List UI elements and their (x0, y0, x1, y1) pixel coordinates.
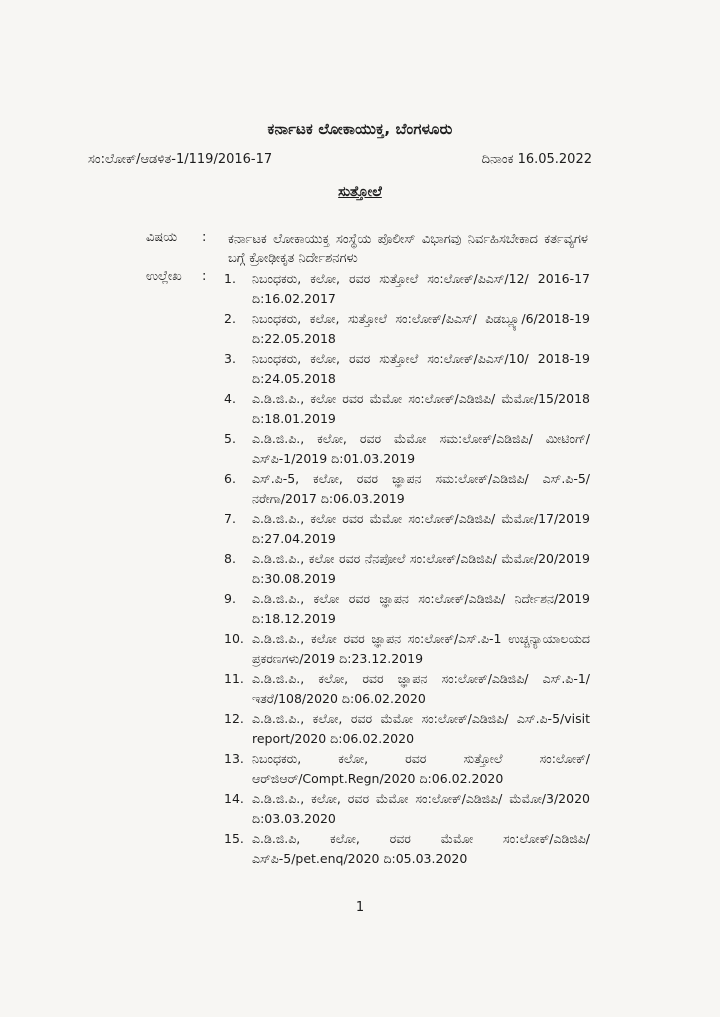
reference-number: ಸಂ:ಲೋಕ್/ಆಡಳಿತ-1/119/2016-17 (88, 152, 273, 167)
reference-item-text: ನಿಬಂಧಕರು, ಕಲೋ, ರವರ ಸುತ್ತೋಲೆ ಸಂ:ಲೋಕ್/ಪಿಎಸ್/10/ 2018-19 ದಿ:24.05.2018 (252, 351, 590, 386)
circular-heading-text: ಸುತ್ತೋಲೆ (338, 184, 382, 200)
reference-item (224, 349, 590, 389)
reference-item-number: 6. (224, 471, 236, 486)
reference-item-text: ನಿಬಂಧಕರು, ಕಲೋ, ಸುತ್ತೋಲೆ ಸಂ:ಲೋಕ್/ಪಿಎಸ್/ ಪಿಡಬ್ಲ್ಯೂ/6/2018-19 ದಿ:22.05.2018 (252, 311, 590, 346)
subject-label: ವಿಷಯ (146, 230, 178, 245)
reference-item-number: 14. (224, 791, 244, 806)
reference-item-text: ನಿಬಂಧಕರು, ಕಲೋ, ರವರ ಸುತ್ತೋಲೆ ಸಂ:ಲೋಕ್/ ಆರ್‌ಜಿಆರ್/Compt.Regn/2020 ದಿ:06.02.2020 (252, 751, 590, 786)
subject-colon: : (202, 230, 207, 245)
circular-heading (0, 184, 720, 200)
reference-item-text: ಎ.ಡಿ.ಜಿ.ಪಿ., ಕಲೋ, ರವರ ಮೆಮೋ ಸಮ:ಲೋಕ್/ಎಡಿಜಿಪಿ/ ಮೀಟಿಂಗ್/ಎಸ್‌ಪಿ-1/2019 ದಿ:01.03.2019 (252, 431, 590, 466)
reference-item (224, 309, 590, 349)
reference-item (224, 549, 590, 589)
reference-item-text: ಎ.ಡಿ.ಜಿ.ಪಿ, ಕಲೋ, ರವರ ಮೆಮೋ ಸಂ:ಲೋಕ್/ಎಡಿಜಿಪಿ/ ಎಸ್‌ಪಿ-5/pet.enq/2020 ದಿ:05.03.2020 (252, 831, 590, 866)
reference-item-number: 3. (224, 351, 236, 366)
document-title: ಕರ್ನಾಟಕ ಲೋಕಾಯುಕ್ತ, ಬೆಂಗಳೂರು (267, 120, 453, 138)
reference-item-number: 5. (224, 431, 236, 446)
reference-item-text: ಎ.ಡಿ.ಜಿ.ಪಿ., ಕಲೋ, ರವರ ಮೆಮೋ ಸಂ:ಲೋಕ್/ಎಡಿಜಿಪಿ/ ಎಸ್.ಪಿ-5/visit report/2020 ದಿ:06.02.2020 (252, 711, 590, 746)
reference-item-number: 10. (224, 631, 244, 646)
reference-item (224, 749, 590, 789)
reference-item-number: 15. (224, 831, 244, 846)
reference-item-text: ಎ.ಡಿ.ಜಿ.ಪಿ., ಕಲೋ ರವರ ಮೆಮೋ ಸಂ:ಲೋಕ್/ಎಡಿಜಿಪಿ/ ಮೆಮೋ/15/2018 ದಿ:18.01.2019 (252, 391, 590, 426)
reference-item-number: 9. (224, 591, 236, 606)
references-list (224, 269, 590, 869)
reference-item-text: ಎ.ಡಿ.ಜಿ.ಪಿ., ಕಲೋ ರವರ ನೆನಪೋಲೆ ಸಂ:ಲೋಕ್/ಎಡಿಜಿಪಿ/ ಮೆಮೋ/20/2019 ದಿ:30.08.2019 (252, 551, 590, 586)
reference-item (224, 829, 590, 869)
reference-item-number: 1. (224, 271, 236, 286)
reference-item-number: 13. (224, 751, 244, 766)
references-colon: : (202, 269, 207, 284)
page-number: 1 (355, 900, 365, 915)
reference-item (224, 469, 590, 509)
reference-item-number: 7. (224, 511, 236, 526)
reference-item (224, 509, 590, 549)
reference-item-number: 4. (224, 391, 236, 406)
reference-item-text: ಎ.ಡಿ.ಜಿ.ಪಿ., ಕಲೋ, ರವರ ಮೆಮೋ ಸಂ:ಲೋಕ್/ಎಡಿಜಿಪಿ/ ಮೆಮೋ/3/2020 ದಿ:03.03.2020 (252, 791, 590, 826)
references-label: ಉಲ್ಲೇಖ (146, 269, 182, 284)
reference-item-number: 12. (224, 711, 244, 726)
reference-item (224, 629, 590, 669)
reference-item-text: ಎ.ಡಿ.ಜಿ.ಪಿ., ಕಲೋ ರವರ ಮೆಮೋ ಸಂ:ಲೋಕ್/ಎಡಿಜಿಪಿ/ ಮೆಮೋ/17/2019 ದಿ:27.04.2019 (252, 511, 590, 546)
reference-item-number: 11. (224, 671, 244, 686)
reference-item-text: ಎ.ಡಿ.ಜಿ.ಪಿ., ಕಲೋ ರವರ ಜ್ಞಾಪನ ಸಂ:ಲೋಕ್/ಎಡಿಜಿಪಿ/ ನಿರ್ದೇಶನ/2019 ದಿ:18.12.2019 (252, 591, 590, 626)
reference-item-text: ಎಸ್.ಪಿ-5, ಕಲೋ, ರವರ ಜ್ಞಾಪನ ಸಮ:ಲೋಕ್/ಎಡಿಜಿಪಿ/ ಎಸ್.ಪಿ-5/ನರೇಗಾ/2017 ದಿ:06.03.2019 (252, 471, 590, 506)
reference-item (224, 389, 590, 429)
document-date: ದಿನಾಂಕ 16.05.2022 (481, 152, 592, 167)
reference-item (224, 589, 590, 629)
reference-item-number: 2. (224, 311, 236, 326)
subject-text: ಕರ್ನಾಟಕ ಲೋಕಾಯುಕ್ತ ಸಂಸ್ಥೆಯ ಪೊಲೀಸ್ ವಿಭಾಗವು ನಿರ್ವಹಿಸಬೇಕಾದ ಕರ್ತವ್ಯಗಳ ಬಗ್ಗೆ ಕ್ರೋಢೀಕೃತ ನಿರ್ದೇಶನಗಳು (228, 232, 588, 266)
reference-item-text: ನಿಬಂಧಕರು, ಕಲೋ, ರವರ ಸುತ್ತೋಲೆ ಸಂ:ಲೋಕ್/ಪಿಎಸ್/12/ 2016-17 ದಿ:16.02.2017 (252, 271, 590, 306)
reference-item (224, 669, 590, 709)
reference-item-text: ಎ.ಡಿ.ಜಿ.ಪಿ., ಕಲೋ, ರವರ ಜ್ಞಾಪನ ಸಂ:ಲೋಕ್/ಎಡಿಜಿಪಿ/ ಎಸ್.ಪಿ-1/ಇತರೆ/108/2020 ದಿ:06.02.2020 (252, 671, 590, 706)
reference-item-text: ಎ.ಡಿ.ಜಿ.ಪಿ., ಕಲೋ ರವರ ಜ್ಞಾಪನ ಸಂ:ಲೋಕ್/ಎಸ್.ಪಿ-1 ಉಚ್ಚನ್ಯಾಯಾಲಯದ ಪ್ರಕರಣಗಳು/2019 ದಿ:23.12.2019 (252, 631, 590, 666)
reference-item (224, 789, 590, 829)
reference-item-number: 8. (224, 551, 236, 566)
reference-item (224, 429, 590, 469)
reference-item (224, 709, 590, 749)
reference-item (224, 269, 590, 309)
